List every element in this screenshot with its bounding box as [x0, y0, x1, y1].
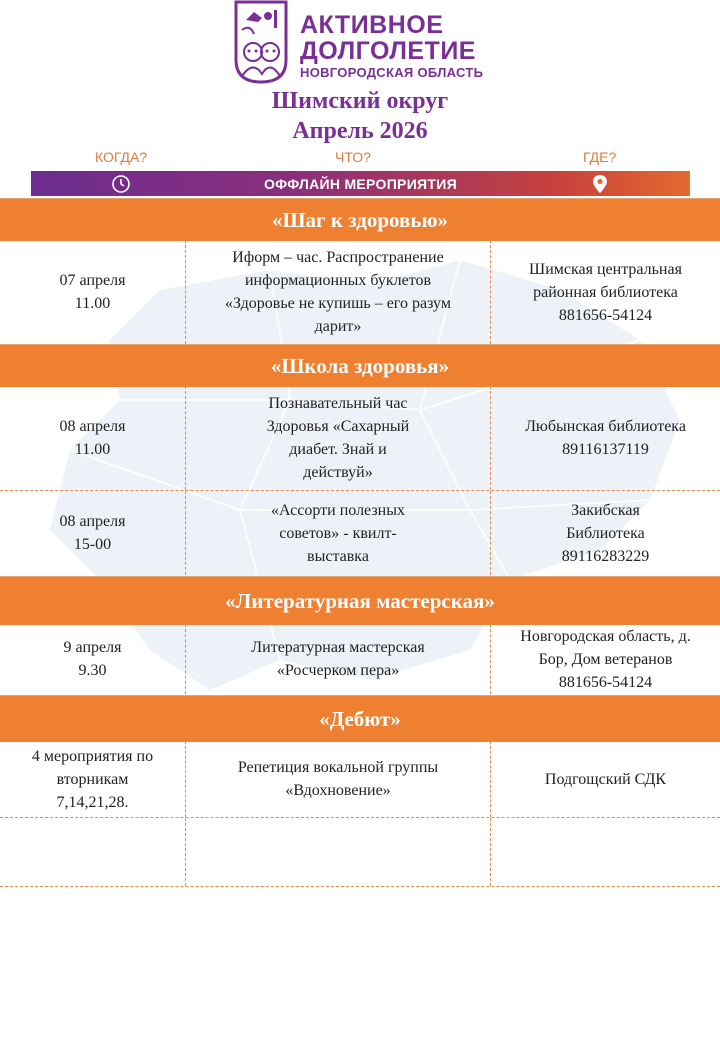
- event-where: Шимская центральная районная библиотека 881656-54124: [529, 260, 682, 324]
- event-when: 08 апреля 15-00: [59, 513, 126, 553]
- section-header: «Литературная мастерская»: [0, 576, 720, 625]
- table-bottom-line: [0, 886, 720, 887]
- logo-line-3: НОВГОРОДСКАЯ ОБЛАСТЬ: [300, 65, 484, 80]
- event-row: [0, 386, 720, 490]
- when-label: КОГДА?: [95, 149, 148, 165]
- event-when: 08 апреля 11.00: [59, 418, 126, 458]
- event-when: 4 мероприятия по вторникам 7,14,21,28.: [31, 747, 154, 811]
- event-row: [0, 624, 720, 694]
- logo-wordmark: [300, 12, 483, 80]
- month-title: Апрель 2026: [292, 118, 428, 144]
- section-header: «Школа здоровья»: [0, 344, 720, 387]
- event-where: [491, 818, 720, 886]
- logo-line-2: ДОЛГОЛЕТИЕ: [300, 37, 476, 65]
- location-pin-icon: [591, 174, 609, 194]
- event-when: 9 апреля 9.30: [63, 639, 122, 679]
- section-header: «Дебют»: [0, 695, 720, 742]
- event-what: Познавательный час Здоровья «Сахарный диабет. Знай и действуй»: [185, 386, 491, 490]
- event-what: «Ассорти полезных советов» - квилт- выставка: [185, 491, 491, 575]
- event-where: Любынская библиотека 89116137119: [525, 418, 686, 458]
- event-what: Литературная мастерская «Росчерком пера»: [185, 624, 491, 694]
- event-what: Иформ – час. Распространение информационных буклетов «Здоровье не купишь – его разум дарит»: [185, 240, 491, 344]
- where-label: ГДЕ?: [583, 149, 617, 165]
- event-where: Подгощский СДК: [544, 770, 667, 788]
- event-row: [0, 240, 720, 344]
- longevity-emblem-icon: [232, 0, 290, 84]
- event-when: [0, 818, 185, 886]
- section-header: «Шаг к здоровью»: [0, 198, 720, 241]
- event-when: 07 апреля 11.00: [59, 272, 126, 312]
- event-what: Репетиция вокальной группы «Вдохновение»: [185, 741, 491, 817]
- logo: [230, 0, 500, 86]
- banner-text: ОФФЛАЙН МЕРОПРИЯТИЯ: [263, 176, 457, 192]
- event-where: Новгородская область, д. Бор, Дом ветеранов 881656-54124: [520, 627, 691, 691]
- event-row: [0, 491, 720, 575]
- event-row-empty: [0, 818, 720, 886]
- what-label: ЧТО?: [335, 149, 371, 165]
- event-row: [0, 741, 720, 817]
- event-where: Закибская Библиотека 89116283229: [561, 501, 650, 565]
- event-what: [185, 818, 491, 886]
- offline-events-banner: [31, 171, 690, 196]
- district-title: Шимский округ: [271, 88, 449, 114]
- logo-line-1: АКТИВНОЕ: [300, 11, 444, 39]
